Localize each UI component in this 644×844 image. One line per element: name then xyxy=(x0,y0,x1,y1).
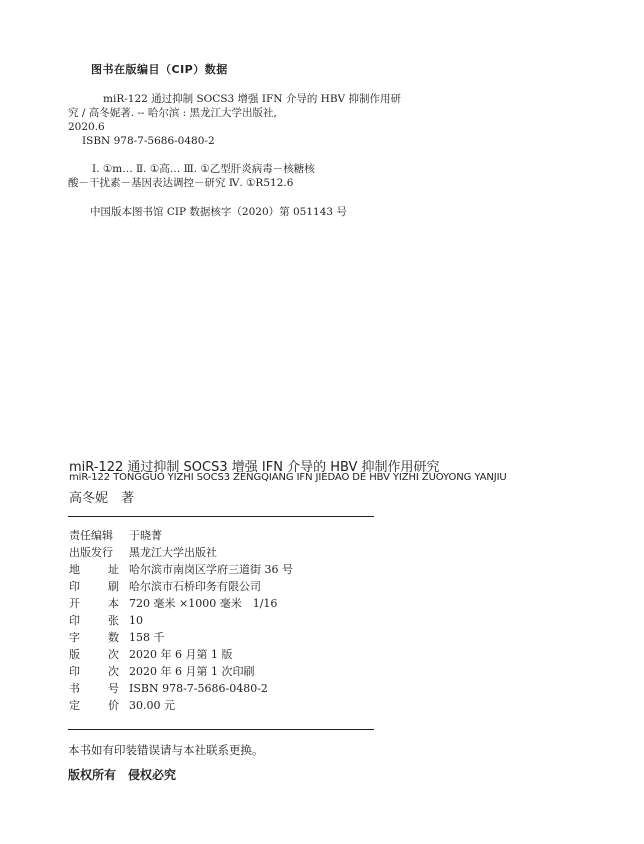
cip-classification-line-1: Ⅰ. ①m… Ⅱ. ①高… Ⅲ. ①乙型肝炎病毒－核糖核 xyxy=(92,163,315,175)
info-value: 黑龙江大学出版社 xyxy=(129,546,217,559)
info-label-spaced xyxy=(69,596,119,612)
info-label-char xyxy=(69,681,119,697)
book-title-pinyin: miR-122 TONGGUO YIZHI SOCS3 ZENGQIANG IFN JIEDAO DE HBV YIZHI ZUOYONG YANJIU xyxy=(69,472,507,483)
replacement-notice: 本书如有印装错误请与本社联系更换。 xyxy=(68,743,264,757)
info-label: 责任编辑 xyxy=(69,529,113,542)
bottom-divider xyxy=(68,729,374,730)
info-label-glyph: 印 xyxy=(69,614,80,627)
book-title: miR-122 通过抑制 SOCS3 增强 IFN 介导的 HBV 抑制作用研究 xyxy=(69,460,440,475)
info-label-glyph: 次 xyxy=(108,648,119,661)
info-label-char xyxy=(69,562,119,578)
info-value: 于晓菁 xyxy=(129,529,162,542)
info-label-spaced xyxy=(69,664,119,680)
cip-date: 2020.6 xyxy=(68,121,105,133)
cip-title-line-2: 究 / 高冬妮著. -- 哈尔滨 : 黑龙江大学出版社, xyxy=(68,107,277,119)
info-value: 10 xyxy=(129,614,143,627)
info-label-glyph: 张 xyxy=(108,614,119,627)
info-label-glyph: 刷 xyxy=(108,580,119,593)
info-value: 30.00 元 xyxy=(129,699,175,712)
cip-heading: 图书在版编目（CIP）数据 xyxy=(91,63,228,76)
info-label-spaced xyxy=(69,647,119,663)
info-label-glyph: 价 xyxy=(108,699,119,712)
info-label-char xyxy=(69,579,119,595)
info-label-char xyxy=(69,596,119,612)
info-label-glyph: 址 xyxy=(108,563,119,576)
cip-classification-line-2: 酸－干扰素－基因表达调控－研究 Ⅳ. ①R512.6 xyxy=(68,177,294,189)
info-value: 720 毫米 ×1000 毫米 1/16 xyxy=(129,597,278,610)
book-author: 高冬妮 著 xyxy=(69,491,135,506)
info-label-char xyxy=(69,698,119,714)
info-label-glyph: 印 xyxy=(69,665,80,678)
copyright-notice: 版权所有 侵权必究 xyxy=(68,768,177,782)
info-label-glyph: 书 xyxy=(69,682,80,695)
info-label-glyph: 开 xyxy=(69,597,80,610)
info-value: 2020 年 6 月第 1 次印刷 xyxy=(129,665,255,678)
info-value: ISBN 978-7-5686-0480-2 xyxy=(129,682,268,695)
info-label-spaced xyxy=(69,698,119,714)
info-label-glyph: 字 xyxy=(69,631,80,644)
cip-isbn: ISBN 978-7-5686-0480-2 xyxy=(82,135,215,147)
info-label-glyph: 号 xyxy=(108,682,119,695)
info-label-glyph: 本 xyxy=(108,597,119,610)
info-label-char xyxy=(69,630,119,646)
info-value: 2020 年 6 月第 1 版 xyxy=(129,648,233,661)
info-label-spaced xyxy=(69,613,119,629)
cip-record-number: 中国版本图书馆 CIP 数据核字（2020）第 051143 号 xyxy=(90,206,347,218)
info-label-glyph: 次 xyxy=(108,665,119,678)
info-label: 出版发行 xyxy=(69,546,113,559)
info-label-char xyxy=(69,647,119,663)
cip-title-line-1: miR-122 通过抑制 SOCS3 增强 IFN 介导的 HBV 抑制作用研 xyxy=(103,93,401,105)
info-label-char xyxy=(69,613,119,629)
info-label-spaced xyxy=(69,630,119,646)
info-label-glyph: 数 xyxy=(108,631,119,644)
info-label-spaced xyxy=(69,579,119,595)
info-label-glyph: 版 xyxy=(69,648,80,661)
info-label-glyph: 定 xyxy=(69,699,80,712)
info-label-glyph: 印 xyxy=(69,580,80,593)
info-value: 158 千 xyxy=(129,631,165,644)
info-value: 哈尔滨市南岗区学府三道街 36 号 xyxy=(129,563,293,576)
top-divider xyxy=(68,516,374,517)
info-label-spaced xyxy=(69,562,119,578)
info-label-char xyxy=(69,664,119,680)
info-value: 哈尔滨市石桥印务有限公司 xyxy=(129,580,261,593)
info-label-spaced xyxy=(69,681,119,697)
info-label-glyph: 地 xyxy=(69,563,80,576)
